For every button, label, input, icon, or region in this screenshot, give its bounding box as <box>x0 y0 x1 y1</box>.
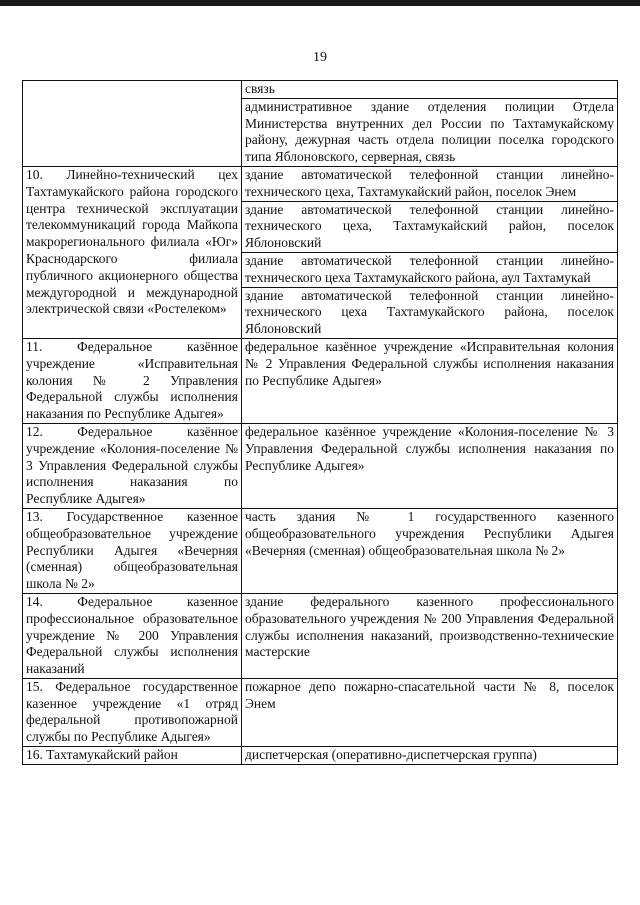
page-number: 19 <box>313 50 327 65</box>
table-row <box>23 81 618 99</box>
table-row <box>23 593 618 678</box>
object-cell: связь <box>242 81 618 99</box>
object-cell: здание автоматической телефонной станции линейно-технического цеха, Тахтамукайский район, поселок Энем <box>242 166 618 201</box>
table-row <box>23 166 618 201</box>
table-row <box>23 423 618 508</box>
object-cell: здание федерального казенного профессионального образовательного учреждения № 200 Управления Федеральной службы исполнения наказаний, производственно-технические мастерские <box>242 593 618 678</box>
object-cell: федеральное казённое учреждение «Колония-поселение № 3 Управления Федеральной службы исполнения наказания по Республике Адыгея» <box>242 423 618 508</box>
object-cell: диспетчерская (оперативно-диспетчерская группа) <box>242 747 618 765</box>
top-scan-border <box>0 0 640 6</box>
table-row <box>23 747 618 765</box>
organization-cell: 13. Государственное казенное общеобразовательное учреждение Республики Адыгея «Вечерняя (сменная) общеобразовательная школа № 2» <box>23 508 242 593</box>
objects-table <box>22 80 618 765</box>
object-cell: федеральное казённое учреждение «Исправительная колония № 2 Управления Федеральной службы исполнения наказания по Республике Адыгея» <box>242 338 618 423</box>
table-row <box>23 338 618 423</box>
organization-cell: 14. Федеральное казенное профессиональное образовательное учреждение № 200 Управления Федеральной службы исполнения наказаний <box>23 593 242 678</box>
organization-cell: 10. Линейно-технический цех Тахтамукайского района городского центра технической эксплуатации телекоммуникаций города Майкопа макрорегионального филиала «Юг» Краснодарского филиала публичного акционерного общества междугородной и международной электрической связи «Ростелеком» <box>23 166 242 338</box>
table-row <box>23 678 618 746</box>
table-row <box>23 508 618 593</box>
object-cell: здание автоматической телефонной станции линейно-технического цеха Тахтамукайского района, поселок Яблоновский <box>242 287 618 338</box>
organization-cell: 12. Федеральное казённое учреждение «Колония-поселение № 3 Управления Федеральной службы исполнения наказания по Республике Адыгея» <box>23 423 242 508</box>
object-cell: пожарное депо пожарно-спасательной части № 8, поселок Энем <box>242 678 618 746</box>
object-cell: здание автоматической телефонной станции линейно-технического цеха Тахтамукайского района, аул Тахтамукай <box>242 252 618 287</box>
organization-cell <box>23 81 242 167</box>
organization-cell: 16. Тахтамукайский район <box>23 747 242 765</box>
object-cell: здание автоматической телефонной станции линейно-технического цеха, Тахтамукайский район, поселок Яблоновский <box>242 201 618 252</box>
object-cell: административное здание отделения полиции Отдела Министерства внутренних дел России по Тахтамукайскому району, дежурная часть отдела полиции поселка городского типа Яблоновского, серверная, связь <box>242 98 618 166</box>
organization-cell: 15. Федеральное государственное казенное учреждение «1 отряд федеральной противопожарной службы по Республике Адыгея» <box>23 678 242 746</box>
organization-cell: 11. Федеральное казённое учреждение «Исправительная колония № 2 Управления Федеральной службы исполнения наказания по Республике Адыгея» <box>23 338 242 423</box>
object-cell: часть здания № 1 государственного казенного общеобразовательного учреждения Республики Адыгея «Вечерняя (сменная) общеобразовательная школа № 2» <box>242 508 618 593</box>
